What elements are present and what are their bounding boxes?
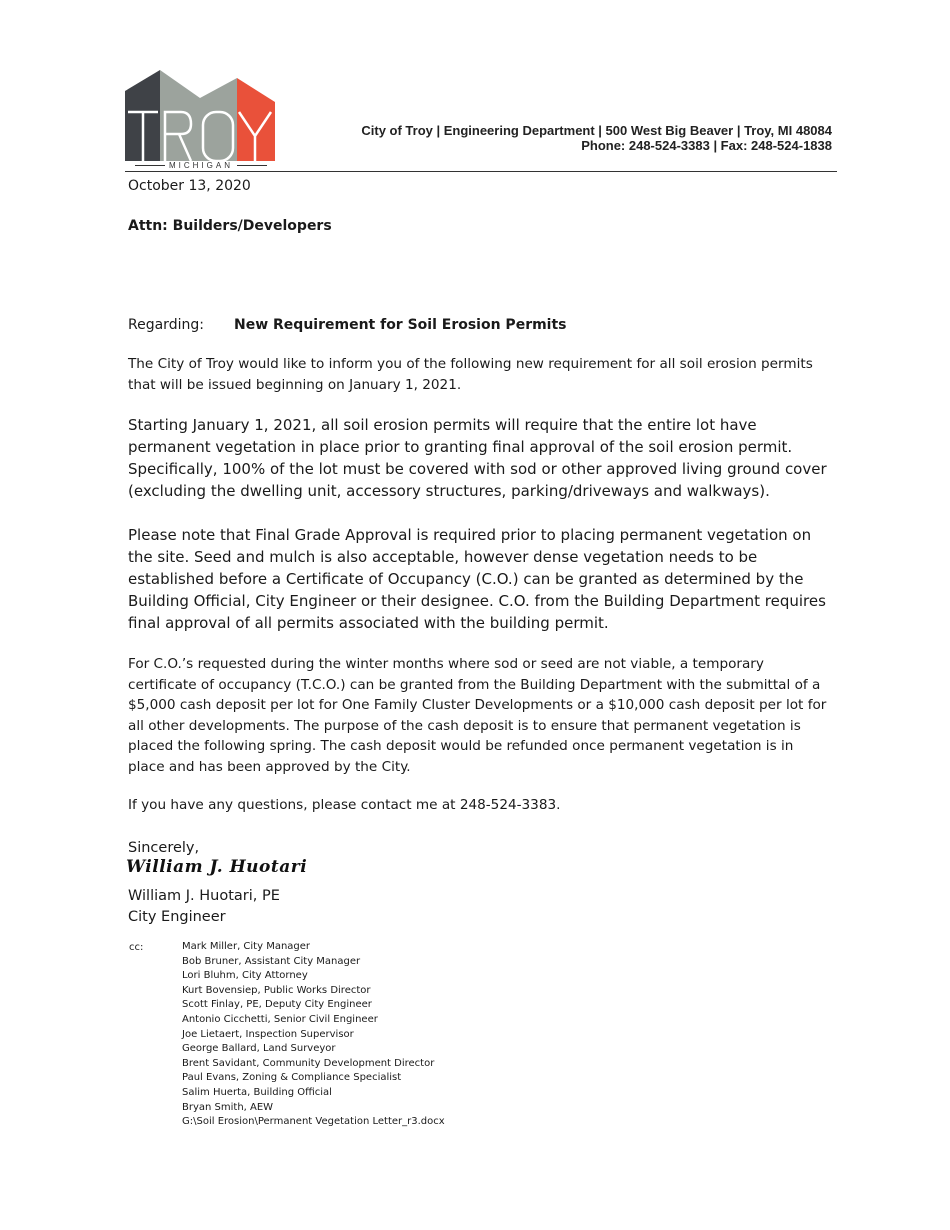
handwritten-signature: William J. Huotari bbox=[126, 857, 308, 877]
cc-recipient: Antonio Cicchetti, Senior Civil Engineer bbox=[182, 1013, 378, 1025]
letterhead-contact bbox=[361, 123, 832, 153]
cc-recipient: Mark Miller, City Manager bbox=[182, 941, 311, 952]
signer-name: William J. Huotari, PE bbox=[128, 888, 280, 904]
signer-block bbox=[128, 886, 280, 928]
closing-salutation: Sincerely, bbox=[128, 840, 200, 856]
paragraph-final-grade: Please note that Final Grade Approval is required prior to placing permanent vegetation on the site. Seed and mulch is also acceptable, however dense vegetation needs to be established before a Certificate of Occupancy (C.O.) can be granted as determined by the Building Official, City Engineer or their designee. C.O. from the Building Department requires final approval of all permits associated with the building permit. bbox=[128, 526, 826, 632]
letter-date: October 13, 2020 bbox=[128, 178, 251, 194]
logo-state-text: MICHIGAN bbox=[125, 161, 277, 171]
troy-logo-graphic bbox=[125, 70, 277, 162]
paragraph-winter-tco: For C.O.’s requested during the winter months where sod or seed are not viable, a temporary certificate of occupancy (T.C.O.) can be granted from the Building Department with the submittal of a $5,000 cash deposit per lot for One Family Cluster Developments or a $10,000 cash deposit per lot for all other developments. The purpose of the cash deposit is to ensure that permanent vegetation is placed the following spring. The cash deposit would be refunded once permanent vegetation is in place and has been approved by the City. bbox=[128, 656, 827, 775]
cc-recipient: Bryan Smith, AEW bbox=[182, 1101, 274, 1113]
contact-address-line: City of Troy | Engineering Department | 500 West Big Beaver | Troy, MI 48084 bbox=[361, 123, 832, 138]
troy-logo bbox=[125, 70, 277, 174]
cc-recipient: Paul Evans, Zoning & Compliance Specialist bbox=[182, 1072, 402, 1084]
paragraph-requirement: Starting January 1, 2021, all soil erosion permits will require that the entire lot have permanent vegetation in place prior to granting final approval of the soil erosion permit. Specifically, 100% of the lot must be covered with sod or other approved living ground cover (excluding the dwelling unit, accessory structures, parking/driveways and walkways). bbox=[128, 416, 827, 500]
regarding-subject: New Requirement for Soil Erosion Permits bbox=[234, 317, 567, 333]
paragraph-intro: The City of Troy would like to inform you of the following new requirement for all soil erosion permits that will be issued beginning on January 1, 2021. bbox=[128, 356, 813, 393]
contact-phone-line: Phone: 248-524-3383 | Fax: 248-524-1838 bbox=[581, 138, 832, 153]
cc-label: cc: bbox=[129, 942, 144, 953]
cc-recipient: Bob Bruner, Assistant City Manager bbox=[182, 955, 361, 967]
cc-recipient: Salim Huerta, Building Official bbox=[182, 1086, 332, 1098]
cc-recipient: Scott Finlay, PE, Deputy City Engineer bbox=[182, 999, 372, 1011]
regarding-line bbox=[128, 317, 567, 333]
file-path: G:\Soil Erosion\Permanent Vegetation Letter_r3.docx bbox=[182, 1116, 445, 1128]
cc-recipient: Brent Savidant, Community Development Director bbox=[182, 1057, 435, 1069]
cc-recipient: Lori Bluhm, City Attorney bbox=[182, 970, 308, 982]
cc-recipient: Joe Lietaert, Inspection Supervisor bbox=[182, 1028, 354, 1040]
cc-recipient: George Ballard, Land Surveyor bbox=[182, 1043, 336, 1055]
cc-recipient: Kurt Bovensiep, Public Works Director bbox=[182, 984, 371, 996]
regarding-label: Regarding: bbox=[128, 317, 204, 333]
paragraph-contact: If you have any questions, please contact me at 248-524-3383. bbox=[128, 797, 561, 813]
attention-line: Attn: Builders/Developers bbox=[128, 218, 332, 234]
letterhead-divider bbox=[125, 171, 837, 172]
cc-list bbox=[182, 940, 445, 1130]
signer-title: City Engineer bbox=[128, 909, 226, 925]
